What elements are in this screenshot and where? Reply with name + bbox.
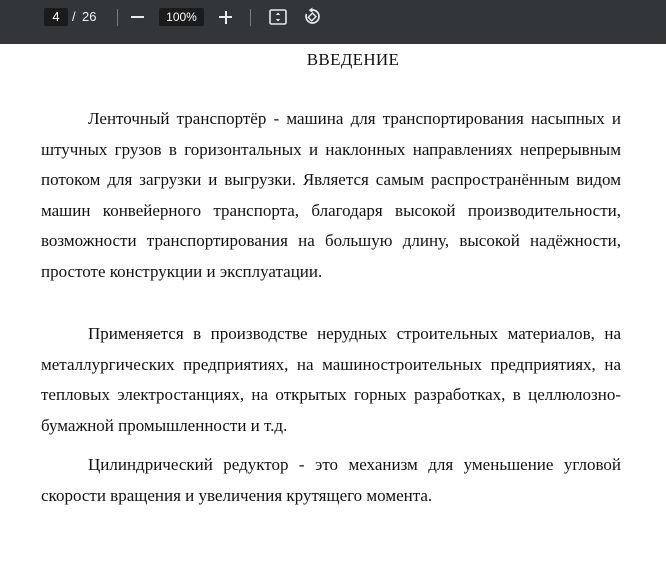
section-heading: ВВЕДЕНИЕ [306, 50, 400, 69]
minus-icon[interactable] [131, 16, 144, 18]
zoom-level-input[interactable]: 100% [159, 8, 204, 26]
fit-page-icon[interactable] [269, 9, 287, 25]
pdf-toolbar [0, 0, 666, 44]
paragraph: Применяется в производстве нерудных строительных материалов, на металлургических предприятиях, на машиностроительных предприятиях, на тепловых электростанциях, на открытых горных разработках, в целлюлозно-бумажной промышленности и т.д. [41, 324, 621, 435]
document-page [0, 44, 666, 564]
paragraph: Цилиндрический редуктор - это механизм для уменьшение угловой скорости вращения и увеличения крутящего момента. [41, 455, 621, 505]
paragraph: Ленточный транспортёр - машина для транспортирования насыпных и штучных грузов в горизонтальных и наклонных направлениях непрерывным потоком для загрузки и выгрузки. Является самым распространённым видом машин конвейерного транспорта, благодаря высокой производительности, возможности транспортирования на большую длину, высокой надёжности, простоте конструкции и эксплуатации. [41, 109, 621, 281]
rotate-icon[interactable] [303, 7, 322, 26]
page-total: 26 [82, 9, 97, 24]
page-number-input[interactable]: 4 [44, 8, 68, 26]
page-separator: / [72, 9, 76, 24]
toolbar-divider [250, 9, 251, 26]
toolbar-divider [117, 9, 118, 26]
